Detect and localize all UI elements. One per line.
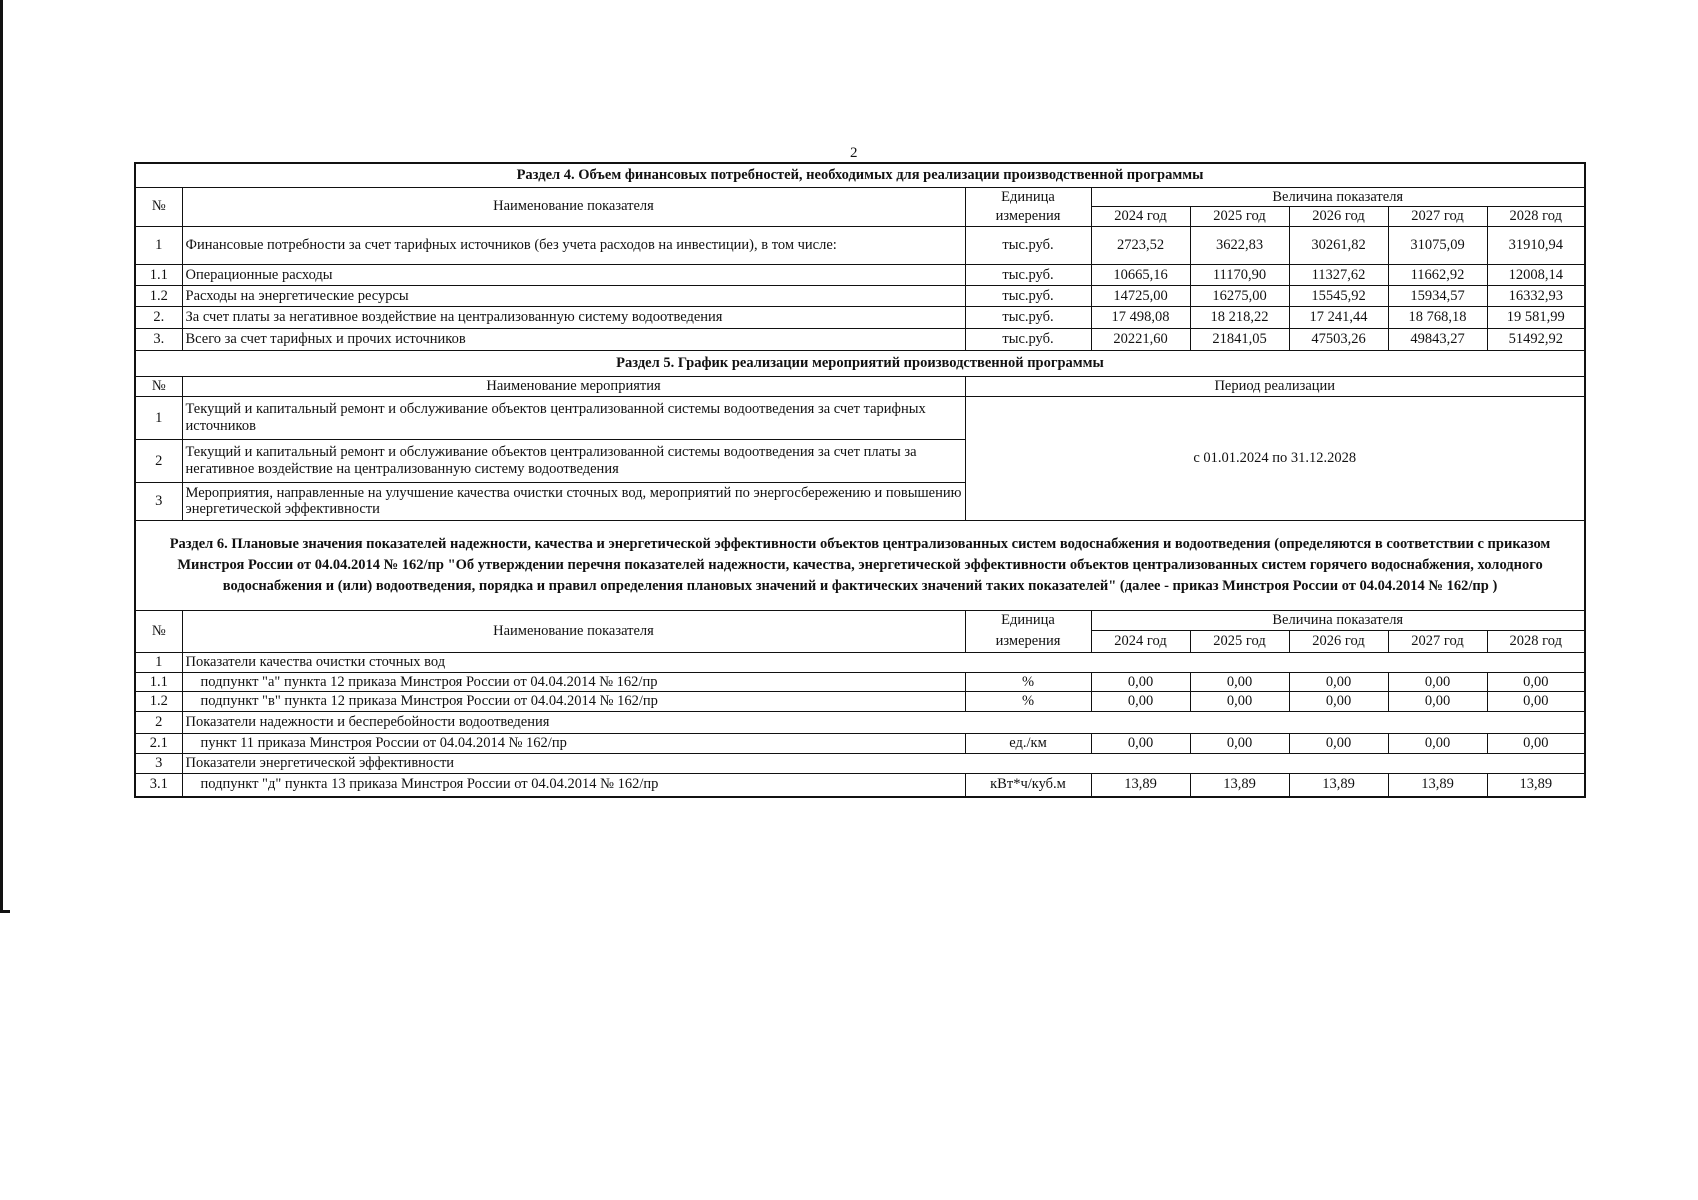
row-value: 0,00: [1289, 692, 1388, 712]
row-name: Расходы на энергетические ресурсы: [182, 285, 965, 306]
row-number: 3.1: [135, 773, 182, 797]
row-name: Финансовые потребности за счет тарифных источников (без учета расходов на инвестиции), в том числе:: [182, 226, 965, 264]
section6-col-unit-line2: измерения: [965, 630, 1091, 652]
scan-edge-line: [0, 0, 3, 910]
row-value: 21841,05: [1190, 328, 1289, 350]
row-value: 47503,26: [1289, 328, 1388, 350]
row-value: 0,00: [1091, 672, 1190, 692]
row-value: 11662,92: [1388, 264, 1487, 285]
row-number: 1: [135, 396, 182, 439]
row-number: 1.1: [135, 672, 182, 692]
row-value: 0,00: [1388, 733, 1487, 753]
section6-col-value: Величина показателя: [1091, 610, 1585, 630]
row-number: 1.2: [135, 285, 182, 306]
table-row: [135, 285, 1585, 306]
row-value: 31910,94: [1487, 226, 1585, 264]
row-number: 1: [135, 652, 182, 672]
section6-year: 2025 год: [1190, 630, 1289, 652]
row-number: 1.1: [135, 264, 182, 285]
row-value: 13,89: [1289, 773, 1388, 797]
row-value: 0,00: [1487, 692, 1585, 712]
table-row: [135, 226, 1585, 264]
page-number: 2: [850, 145, 858, 161]
row-unit: тыс.руб.: [965, 306, 1091, 328]
row-value: 0,00: [1190, 733, 1289, 753]
table-row: [135, 264, 1585, 285]
table-row: [135, 306, 1585, 328]
row-value: 0,00: [1487, 672, 1585, 692]
section4-col-value: Величина показателя: [1091, 187, 1585, 207]
row-unit: тыс.руб.: [965, 226, 1091, 264]
row-number: 2: [135, 439, 182, 482]
row-value: 14725,00: [1091, 285, 1190, 306]
table-row: [135, 328, 1585, 350]
row-unit: тыс.руб.: [965, 285, 1091, 306]
row-unit: %: [965, 692, 1091, 712]
scan-edge-tick: [0, 910, 10, 913]
row-value: 0,00: [1190, 672, 1289, 692]
row-name: За счет платы за негативное воздействие на централизованную систему водоотведения: [182, 306, 965, 328]
row-name: Текущий и капитальный ремонт и обслуживание объектов централизованной системы водоотведения за счет платы за негативное воздействие на централизованную систему водоотведения: [182, 439, 965, 482]
row-value: 13,89: [1388, 773, 1487, 797]
row-value: 11327,62: [1289, 264, 1388, 285]
row-number: 2: [135, 711, 182, 733]
program-table: [134, 162, 1586, 798]
row-value: 0,00: [1190, 692, 1289, 712]
section5-title: Раздел 5. График реализации мероприятий производственной программы: [135, 350, 1585, 376]
row-name: подпункт "д" пункта 13 приказа Минстроя России от 04.04.2014 № 162/пр: [182, 773, 965, 797]
section6-year: 2026 год: [1289, 630, 1388, 652]
row-value: 20221,60: [1091, 328, 1190, 350]
row-number: 2.1: [135, 733, 182, 753]
group-name: Показатели надежности и бесперебойности водоотведения: [182, 711, 1585, 733]
row-number: 3: [135, 482, 182, 520]
row-value: 13,89: [1487, 773, 1585, 797]
row-unit: ед./км: [965, 733, 1091, 753]
group-row: [135, 711, 1585, 733]
row-value: 0,00: [1388, 672, 1487, 692]
section4-year: 2024 год: [1091, 207, 1190, 227]
row-name: Мероприятия, направленные на улучшение качества очистки сточных вод, мероприятий по энергосбережению и повышению энергетической эффективности: [182, 482, 965, 520]
row-value: 12008,14: [1487, 264, 1585, 285]
section4-col-unit-line1: Единица: [965, 187, 1091, 207]
section6-title: Раздел 6. Плановые значения показателей надежности, качества и энергетической эффективности объектов централизованных систем водоснабжения и водоотведения (определяются в соответствии с приказом Минстроя России от 04.04.2014 № 162/пр "Об утверждении перечня показателей надежности, качества, энергетической эффективности объектов централизованных систем горячего водоснабжения, холодного водоснабжения и (или) водоотведения, порядка и правил определения плановых значений и фактических значений таких показателей" (далее - приказ Минстроя России от 04.04.2014 № 162/пр ): [135, 520, 1585, 610]
row-value: 0,00: [1487, 733, 1585, 753]
row-value: 16275,00: [1190, 285, 1289, 306]
row-name: подпункт "а" пункта 12 приказа Минстроя России от 04.04.2014 № 162/пр: [182, 672, 965, 692]
table-row: [135, 773, 1585, 797]
row-value: 51492,92: [1487, 328, 1585, 350]
row-value: 18 218,22: [1190, 306, 1289, 328]
section5-col-name: Наименование мероприятия: [182, 376, 965, 396]
row-value: 0,00: [1289, 672, 1388, 692]
row-unit: тыс.руб.: [965, 328, 1091, 350]
group-name: Показатели качества очистки сточных вод: [182, 652, 1585, 672]
row-number: 3: [135, 753, 182, 773]
row-number: 1: [135, 226, 182, 264]
group-name: Показатели энергетической эффективности: [182, 753, 1585, 773]
row-number: 1.2: [135, 692, 182, 712]
section4-col-num: №: [135, 187, 182, 226]
row-name: пункт 11 приказа Минстроя России от 04.04.2014 № 162/пр: [182, 733, 965, 753]
section4-year: 2027 год: [1388, 207, 1487, 227]
group-row: [135, 753, 1585, 773]
section4-col-name: Наименование показателя: [182, 187, 965, 226]
row-name: подпункт "в" пункта 12 приказа Минстроя России от 04.04.2014 № 162/пр: [182, 692, 965, 712]
section4-col-unit-line2: измерения: [965, 207, 1091, 227]
row-value: 30261,82: [1289, 226, 1388, 264]
section6-col-unit-line1: Единица: [965, 610, 1091, 630]
table-row: [135, 396, 1585, 439]
row-name: Операционные расходы: [182, 264, 965, 285]
section6-col-num: №: [135, 610, 182, 652]
row-unit: кВт*ч/куб.м: [965, 773, 1091, 797]
row-name: Текущий и капитальный ремонт и обслуживание объектов централизованной системы водоотведения за счет тарифных источников: [182, 396, 965, 439]
table-row: [135, 733, 1585, 753]
section4-year: 2026 год: [1289, 207, 1388, 227]
section6-year: 2027 год: [1388, 630, 1487, 652]
section5-period: с 01.01.2024 по 31.12.2028: [965, 396, 1585, 520]
row-value: 17 498,08: [1091, 306, 1190, 328]
table-row: [135, 672, 1585, 692]
row-value: 2723,52: [1091, 226, 1190, 264]
row-value: 31075,09: [1388, 226, 1487, 264]
section5-col-num: №: [135, 376, 182, 396]
row-value: 10665,16: [1091, 264, 1190, 285]
row-value: 3622,83: [1190, 226, 1289, 264]
row-value: 0,00: [1091, 733, 1190, 753]
row-value: 18 768,18: [1388, 306, 1487, 328]
section5-col-period: Период реализации: [965, 376, 1585, 396]
row-value: 16332,93: [1487, 285, 1585, 306]
row-value: 15545,92: [1289, 285, 1388, 306]
row-value: 11170,90: [1190, 264, 1289, 285]
row-value: 13,89: [1091, 773, 1190, 797]
section4-year: 2025 год: [1190, 207, 1289, 227]
row-value: 19 581,99: [1487, 306, 1585, 328]
row-value: 15934,57: [1388, 285, 1487, 306]
row-name: Всего за счет тарифных и прочих источников: [182, 328, 965, 350]
row-value: 49843,27: [1388, 328, 1487, 350]
group-row: [135, 652, 1585, 672]
section6-year: 2024 год: [1091, 630, 1190, 652]
row-value: 0,00: [1289, 733, 1388, 753]
table-row: [135, 692, 1585, 712]
section6-col-name: Наименование показателя: [182, 610, 965, 652]
section4-title: Раздел 4. Объем финансовых потребностей, необходимых для реализации производственной программы: [135, 163, 1585, 187]
section4-year: 2028 год: [1487, 207, 1585, 227]
row-value: 0,00: [1388, 692, 1487, 712]
row-number: 3.: [135, 328, 182, 350]
row-value: 17 241,44: [1289, 306, 1388, 328]
row-unit: тыс.руб.: [965, 264, 1091, 285]
row-value: 13,89: [1190, 773, 1289, 797]
row-number: 2.: [135, 306, 182, 328]
row-value: 0,00: [1091, 692, 1190, 712]
section6-year: 2028 год: [1487, 630, 1585, 652]
row-unit: %: [965, 672, 1091, 692]
